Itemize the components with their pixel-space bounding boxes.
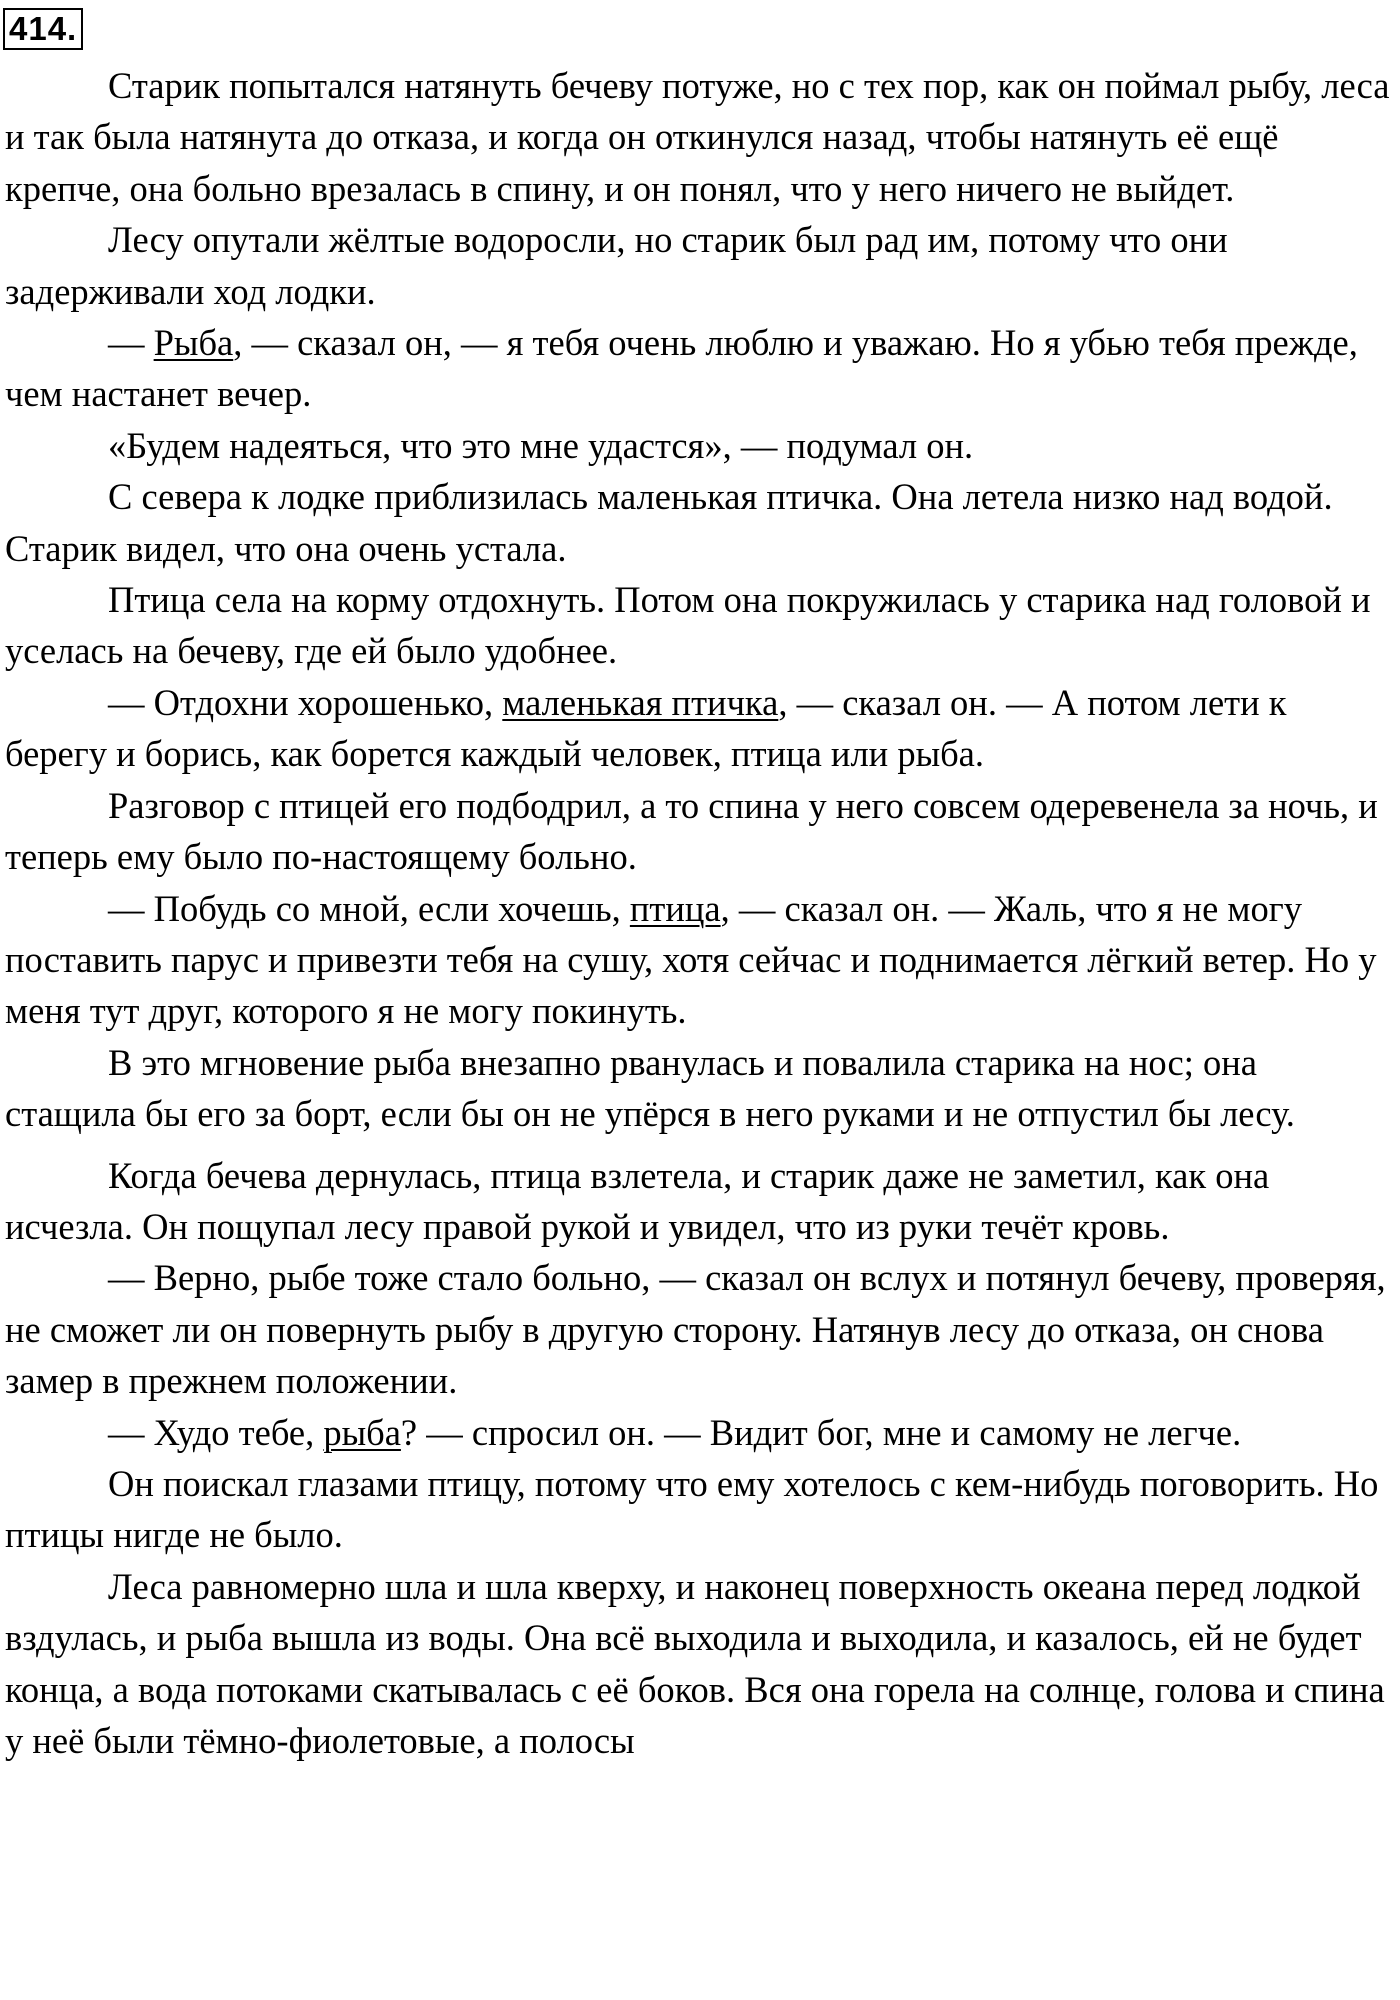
text-run: — Верно, рыбе тоже стало больно, — сказал он вслух и потянул бечеву, проверяя, не сможет ли он повернуть рыбу в другую сторону. Натянув лесу до отказа, он снова замер в прежнем положении.	[5, 1257, 1386, 1402]
text-run: «Будем надеяться, что это мне удастся», — подумал он.	[108, 424, 974, 466]
paragraph	[5, 574, 1390, 677]
underlined-address: рыба	[323, 1411, 401, 1453]
text-run: Старик попытался натянуть бечеву потуже, но с тех пор, как он поймал рыбу, леса и так была натянута до отказа, и когда он откинулся назад, чтобы натянуть её ещё крепче, она больно врезалась в спину, и он понял, что у него ничего не выйдет.	[5, 65, 1390, 209]
paragraph	[5, 214, 1390, 317]
underlined-address: птица	[629, 887, 721, 929]
paragraph	[5, 1150, 1390, 1253]
paragraph	[5, 420, 1390, 471]
text-run: — Отдохни хорошенько,	[108, 681, 503, 723]
paragraph	[5, 1407, 1390, 1458]
paragraph	[5, 780, 1390, 883]
paragraph	[5, 1252, 1390, 1406]
text-run: , — сказал он, — я тебя очень люблю и уважаю. Но я убью тебя прежде, чем настанет вечер.	[5, 322, 1358, 415]
paragraph	[5, 1561, 1390, 1767]
paragraph	[5, 883, 1390, 1037]
text-run: Когда бечева дернулась, птица взлетела, и старик даже не заметил, как она исчезла. Он пощупал лесу правой рукой и увидел, что из руки течёт кровь.	[5, 1154, 1270, 1247]
underlined-address: Рыба	[153, 322, 234, 364]
text-run: Он поискал глазами птицу, потому что ему хотелось с кем-нибудь поговорить. Но птицы нигде не было.	[5, 1462, 1379, 1556]
text-run: — Худо тебе,	[108, 1411, 324, 1453]
underlined-address: маленькая птичка	[502, 681, 779, 723]
text-run: В это мгновение рыба внезапно рванулась и повалила старика на нос; она стащила бы его за борт, если бы он не упёрся в него руками и не отпустил бы лесу.	[5, 1041, 1295, 1135]
text-run: — Побудь со мной, если хочешь,	[108, 887, 630, 929]
paragraph	[5, 317, 1390, 420]
paragraph	[5, 60, 1390, 214]
text-run: Лесу опутали жёлтые водоросли, но старик был рад им, потому что они задерживали ход лодки.	[5, 219, 1228, 312]
text-run: , — сказал он. — Жаль, что я не могу поставить парус и привезти тебя на сушу, хотя сейчас и поднимается лёгкий ветер. Но у меня тут друг, которого я не могу покинуть.	[5, 887, 1377, 1032]
paragraph	[5, 1458, 1390, 1561]
exercise-number: 414.	[3, 8, 83, 50]
text-body	[5, 60, 1390, 1766]
text-run: Разговор с птицей его подбодрил, а то спина у него совсем одеревенела за ночь, и теперь ему было по-настоящему больно.	[5, 784, 1378, 878]
text-run: С севера к лодке приблизилась маленькая птичка. Она летела низко над водой. Старик видел, что она очень устала.	[5, 476, 1333, 569]
text-run: —	[108, 322, 154, 364]
text-run: , — сказал он. — А потом лети к берегу и борись, как борется каждый человек, птица или рыба.	[5, 681, 1287, 775]
paragraph	[5, 1037, 1390, 1140]
text-run: Леса равномерно шла и шла кверху, и наконец поверхность океана перед лодкой вздулась, и рыба вышла из воды. Она всё выходила и выходила, и казалось, ей не будет конца, а вода потоками скатывалась с её боков. Вся она горела на солнце, голова и спина у неё были тёмно-фиолетовые, а полосы	[5, 1565, 1385, 1761]
text-run: ? — спросил он. — Видит бог, мне и самому не легче.	[400, 1411, 1242, 1453]
paragraph	[5, 471, 1390, 574]
paragraph	[5, 677, 1390, 780]
text-run: Птица села на корму отдохнуть. Потом она покружилась у старика над головой и уселась на бечеву, где ей было удобнее.	[5, 579, 1371, 672]
